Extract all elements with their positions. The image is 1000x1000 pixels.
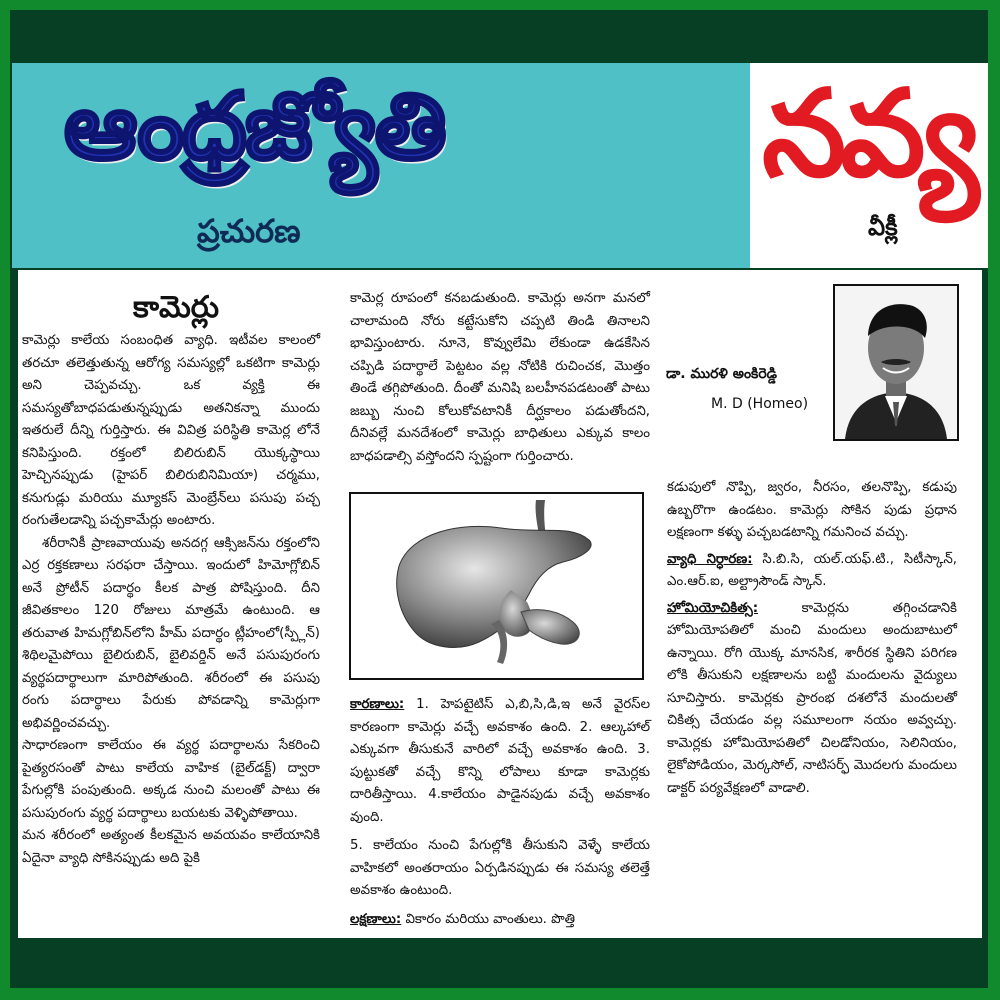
author-name: డా. మురళి అంకిరెడ్డి	[666, 366, 778, 382]
symptoms-text: వికారం మరియు వాంతులు. పొత్తి	[401, 911, 576, 927]
paragraph: కామెర్ల రూపంలో కనబడుతుంది. కామెర్లు అనగా మనలో చాలామంది నోరు కట్టేసుకోని చప్పటి తిండి తినాలని భావిస్తుంటారు. నూనె, కొవ్వులేమి లేకుండా ఉడకేసిన చప్పిడి పదార్థాలే పెట్టటం వల్ల నోటికి రుచించక, మొత్తం తిండే తగ్గిపోతుంది. దీంతో మనిషి బలహీనపడటంతో పాటు జబ్బు నుంచి కోలుకోవటానికీ దీర్ఘకాలం పడుతోందని, దీనివల్లే మనదేశంలో కామెర్లు బాధితులు ఎక్కువ కాలం బాధపడాల్సి వస్తోందని స్పష్టంగా గుర్తించారు.	[350, 291, 650, 464]
author-degree: M. D (Homeo)	[711, 396, 809, 412]
diagnosis-paragraph	[667, 549, 957, 594]
paragraph: 5. కాలేయం నుంచి పేగుల్లోకి తీసుకుని వెళ్ళే కాలేయ వాహికలో అంతరాయం ఏర్పడినప్పుడు ఈ సమస్య తలెత్తే అవకాశం ఉంటుంది.	[350, 838, 650, 898]
article-column-1	[22, 330, 320, 870]
homeo-paragraph	[667, 598, 957, 801]
symptoms-paragraph	[350, 909, 650, 932]
liver-icon	[351, 494, 642, 678]
paragraph: కామెర్లు కాలేయ సంబంధిత వ్యాధి. ఇటీవల కాలంలో తరచూ తలెత్తుతున్న ఆరోగ్య సమస్యల్లో ఒకటిగా కామెర్లు అని చెప్పవచ్చు. ఒక వ్యక్తి ఈ సమస్యతోబాధపడుతున్నప్పుడు అతనికన్నా ముందు ఇతరులే దీన్ని గుర్తిస్తారు. ఈ వివిత్ర పరిస్థితి కామెర్ల లోనే కనిపిస్తుంది. రక్తంలో బిలిరుబిన్ యొక్కస్థాయి హెచ్చినప్పుడు (హైపర్ బిలిరుబినిమియా) చర్మము, కనుగుడ్లు మరియు మ్యూకస్ మెంబ్రేన్‌లు పసుపు పచ్చ రంగుతేలడాన్ని పచ్చకామేర్లు అంటారు.	[22, 333, 320, 528]
article-column-2-lower	[350, 694, 650, 931]
paragraph: కడుపులో నొప్పి, జ్వరం, నీరసం, తలనొప్పి, కడుపు ఉబ్బరొగా ఉండటం. కామెర్లు సోకిన పుడు ప్రధాన లక్షణంగా కళ్ళు పచ్చబడటాన్ని గమనించ వచ్చు.	[667, 480, 957, 540]
person-icon	[835, 286, 957, 439]
masthead-banner	[12, 63, 988, 268]
newspaper-logo: ఆంధ్రజ్యోతి	[64, 73, 445, 180]
liver-illustration	[349, 492, 644, 680]
supplement-logo: నవ్య	[762, 65, 974, 204]
symptoms-heading: లక్షణాలు:	[350, 911, 402, 927]
author-photo	[833, 284, 959, 441]
homeo-heading: హోమియోచికిత్స:	[667, 600, 759, 616]
causes-paragraph	[350, 694, 650, 829]
paragraph: సాధారణంగా కాలేయం ఈ వ్యర్థ పదార్థాలను సేకరించి పైత్యరసంతో పాటు కాలేయ వాహిక (బైల్‌డక్ట్) ద్వారా పేగుల్లోకి పంపుతుంది. అక్కడ నుంచి మలంతో పాటు ఈ పసుపురంగు వ్యర్థ పదార్థాలు బయటకు వెళ్ళిపోతాయి.	[22, 738, 320, 821]
causes-heading: కారణాలు:	[350, 697, 405, 712]
article-page	[18, 270, 982, 938]
article-column-2	[350, 288, 650, 468]
causes-text: 1. హెపటైటిస్ ఎ,బి,సి,డి,ఇ అనే వైరస్‌ల కారణంగా కామెర్లు వచ్చే అవకాశం ఉంది. 2. ఆల్కహాల్ ఎక్కువగా తీసుకునే వారిలో వచ్చే అవకాశం ఉంది. 3. పుట్టుకతో వచ్చే కొన్ని లోపాలు కూడా కామెర్లకు దారితీస్తాయి. 4.కాలేయం పాడైనపుడు వచ్చే అవకాశం వుంది.	[350, 697, 650, 825]
article-column-3	[667, 477, 957, 800]
paragraph: శరీరానికీ ప్రాణవాయువు అనదగ్గ ఆక్సిజన్‌ను రక్తంలోని ఎర్ర రక్తకణాలు సరఫరా చేస్తాయి. ఇందులో హిమోగ్లోబిన్ అనే ప్రోటీన్ పదార్థం కీలక పాత్ర పోషిస్తుంది. దీని జీవితకాలం 120 రోజులు మాత్రమే ఉంటుంది. ఆ తరువాత హిమగ్లోబిన్‌లోని హీమ్ పదార్థం ట్లీహంలో(స్ప్లీన్) శిథిలమైపోయి బైలిరుబిన్, బైలివర్డిన్ అనే పసుపురంగు వ్యర్థపదార్థాలుగా మారిపోతుంది. శరీరంలో ఈ పసుపు రంగు పదార్థాలు పేరుకు పోవడాన్ని కామెర్లుగా అభివర్ణించవచ్చు.	[22, 535, 320, 731]
supplement-tag: వీక్లీ	[868, 213, 898, 241]
supplement-logo-box	[750, 63, 988, 268]
homeo-text: కామెర్లను తగ్గించడానికి హోమియోపతిలో మంచి మందులు అందుబాటులో ఉన్నాయి. రోగి యొక్క మానసిక, శారీరక స్థితిని పరిగణ లోకి తీసుకుని లక్షణాలను బట్టి మందులను వైద్యులు సూచిస్తారు. కామెర్లకు ప్రారంభ దశలోనే మందులతో చికిత్స చేయడం వల్ల సమూలంగా నయం అవ్వచ్చు. కామెర్లకు హోమియోపతిలో చిలడోనియం, సెలినియం, లైకోపోడియం, మెర్కసోల్, నాటిసర్ఫ్ మొదలగు మందులు డాక్టర్ పర్యవేక్షణలో వాడాలి.	[667, 600, 957, 796]
article-title: కామెర్లు	[133, 290, 219, 325]
masthead-tagline: ప్రచురణ	[197, 212, 301, 250]
paragraph: మన శరీరంలో అత్యంత కీలకమైన అవయవం కాలేయానికి ఏదైనా వ్యాధి సోకినప్పుడు అది పైకి	[22, 828, 320, 866]
diagnosis-text: సి.బి.సి, యల్.యఫ్.టి., సిటీస్కాన్, ఎం.ఆర్.ఐ, అల్ట్రాసౌండ్ స్కాన్.	[667, 551, 958, 589]
diagnosis-heading: వ్యాధి నిర్ధారణ:	[667, 551, 753, 567]
